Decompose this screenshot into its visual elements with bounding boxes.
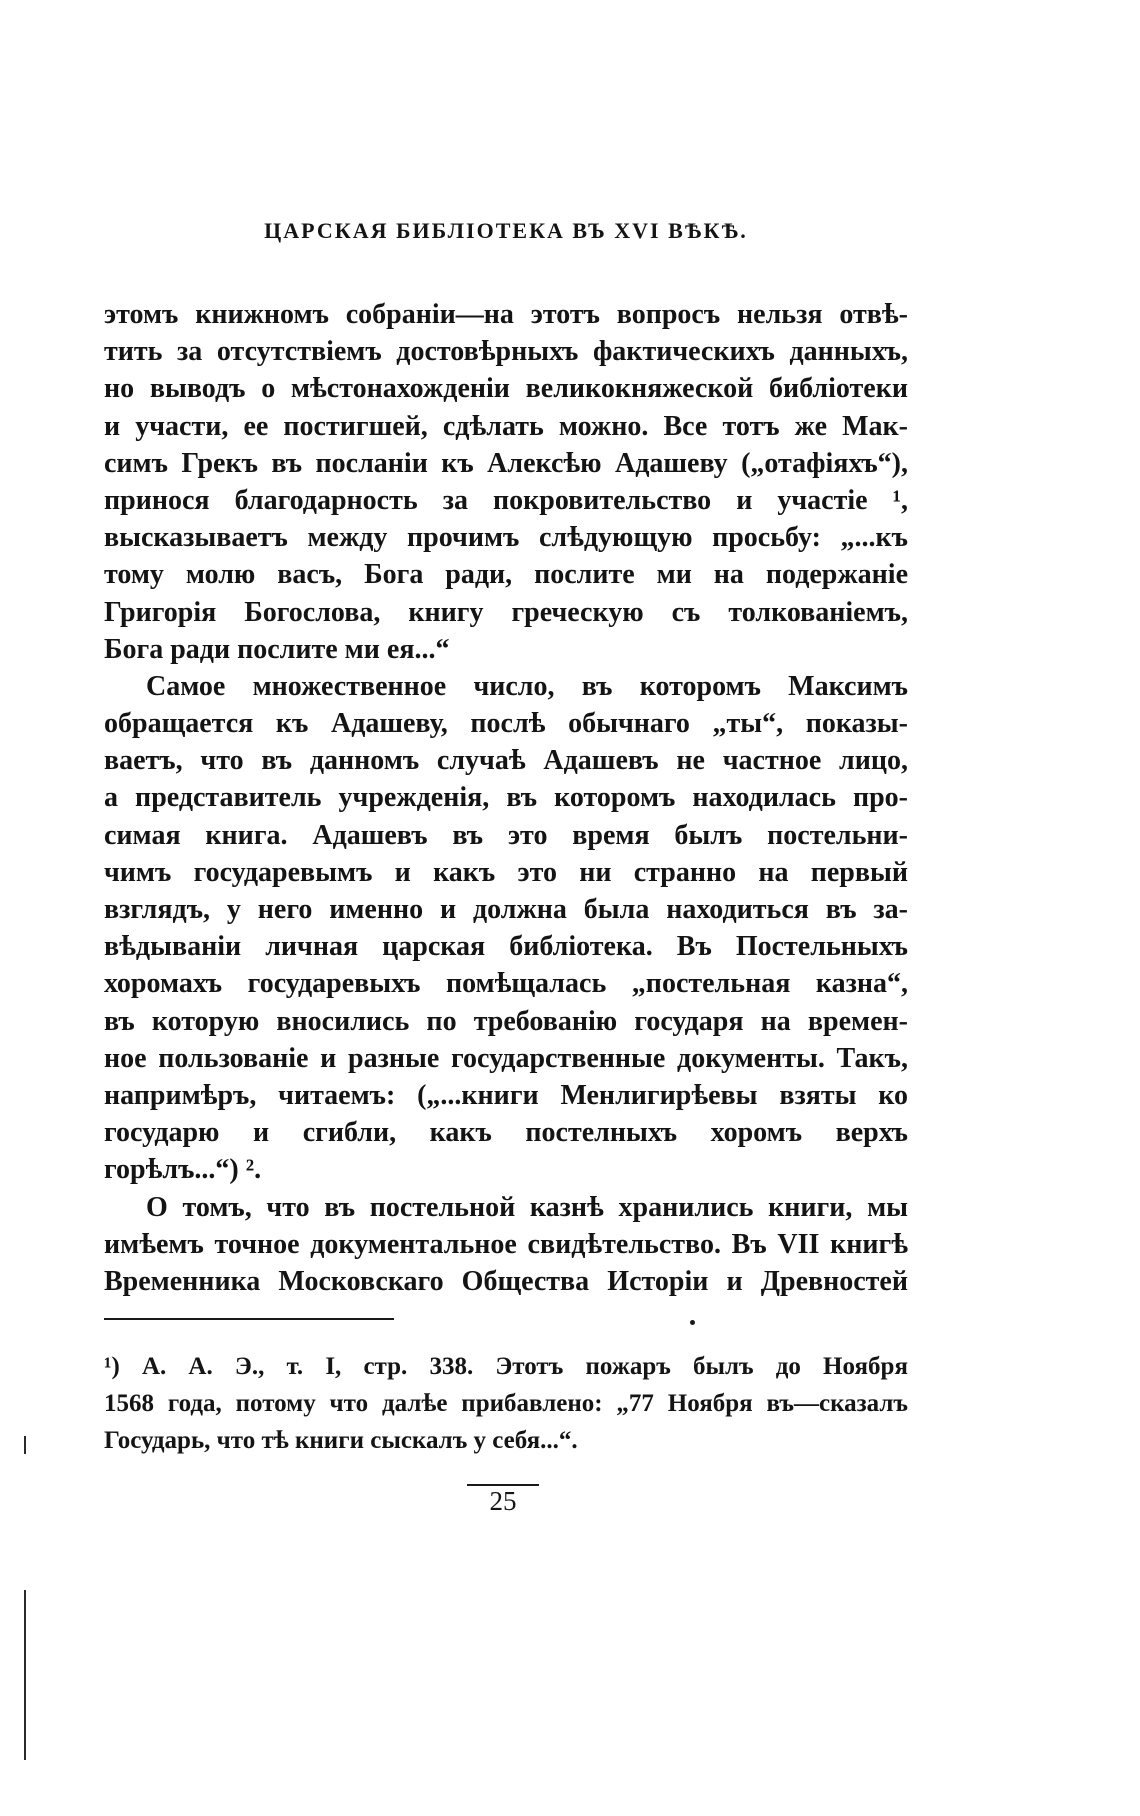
print-speck [690, 1320, 695, 1325]
text-line: высказываетъ между прочимъ слѣдующую просьбу: „...къ [104, 522, 908, 554]
text-line: Временника Московскаго Общества Исторіи и Древностей [104, 1265, 908, 1297]
text-line: симая книга. Адашевъ въ это время былъ постельни- [104, 819, 908, 851]
body-text [104, 296, 908, 1300]
text-line: принося благодарность за покровительство и участіе ¹, [104, 484, 908, 516]
footnote-line: 1568 года, потому что далѣе прибавлено: „77 Ноября въ—сказалъ [104, 1390, 908, 1418]
text-line: тить за отсутствіемъ достовѣрныхъ фактическихъ данныхъ, [104, 336, 908, 368]
footnote [104, 1350, 908, 1462]
text-line: а представитель учрежденія, въ которомъ находилась про- [104, 782, 908, 814]
scan-edge-mark [24, 1590, 26, 1760]
footnote-line: Государь, что тѣ книги сыскалъ у себя...“. [104, 1427, 578, 1455]
text-line: въ которую вносились по требованію государя на времен- [104, 1005, 908, 1037]
text-line: взглядъ, у него именно и должна была находиться въ за- [104, 894, 908, 925]
text-line: имѣемъ точное документальное свидѣтельство. Въ VII книгѣ [104, 1228, 908, 1260]
text-line: напримѣръ, читаемъ: („...книги Менлигирѣевы взяты ко [104, 1079, 908, 1111]
text-line: О томъ, что въ постельной казнѣ хранились книги, мы [146, 1191, 908, 1223]
footnote-separator [104, 1318, 394, 1320]
text-line: Самое множественное число, въ которомъ Максимъ [146, 670, 908, 702]
scan-edge-mark [24, 1436, 26, 1454]
text-line: Бога ради послите ми ея...“ [104, 633, 450, 665]
text-line: хоромахъ государевыхъ помѣщалась „постельная казна“, [104, 968, 908, 1000]
page-number: 25 [489, 1486, 517, 1516]
text-line: симъ Грекъ въ посланіи къ Алексѣю Адашеву („отафіяхъ“), [104, 447, 908, 479]
text-line: этомъ книжномъ собраніи—на этотъ вопросъ нельзя отвѣ- [104, 299, 908, 330]
text-line: Григорія Богослова, книгу греческую съ толкованіемъ, [104, 596, 908, 628]
text-line: обращается къ Адашеву, послѣ обычнаго „ты“, показы- [104, 708, 908, 740]
text-line: и участи, ее постигшей, сдѣлать можно. Все тотъ же Мак- [104, 410, 908, 442]
text-line: тому молю васъ, Бога ради, послите ми на подержаніе [104, 559, 908, 591]
text-line: ное пользованіе и разные государственные документы. Такъ, [104, 1042, 908, 1074]
text-line: государю и сгибли, какъ постелныхъ хоромъ верхъ [104, 1117, 908, 1149]
text-line: горѣлъ...“) ². [104, 1154, 262, 1186]
text-line: но выводъ о мѣстонахожденіи великокняжеской библіотеки [104, 373, 908, 405]
text-line: ваетъ, что въ данномъ случаѣ Адашевъ не частное лицо, [104, 745, 908, 777]
running-header: ЦАРСКАЯ БИБЛІОТЕКА ВЪ XVI ВѢКѢ. [264, 218, 748, 243]
footnote-line: ¹) А. А. Э., т. I, стр. 338. Этотъ пожаръ былъ до Ноября [104, 1353, 908, 1380]
text-line: чимъ государевымъ и какъ это ни странно на первый [104, 856, 908, 888]
text-line: вѣдываніи личная царская библіотека. Въ Постельныхъ [104, 931, 908, 963]
